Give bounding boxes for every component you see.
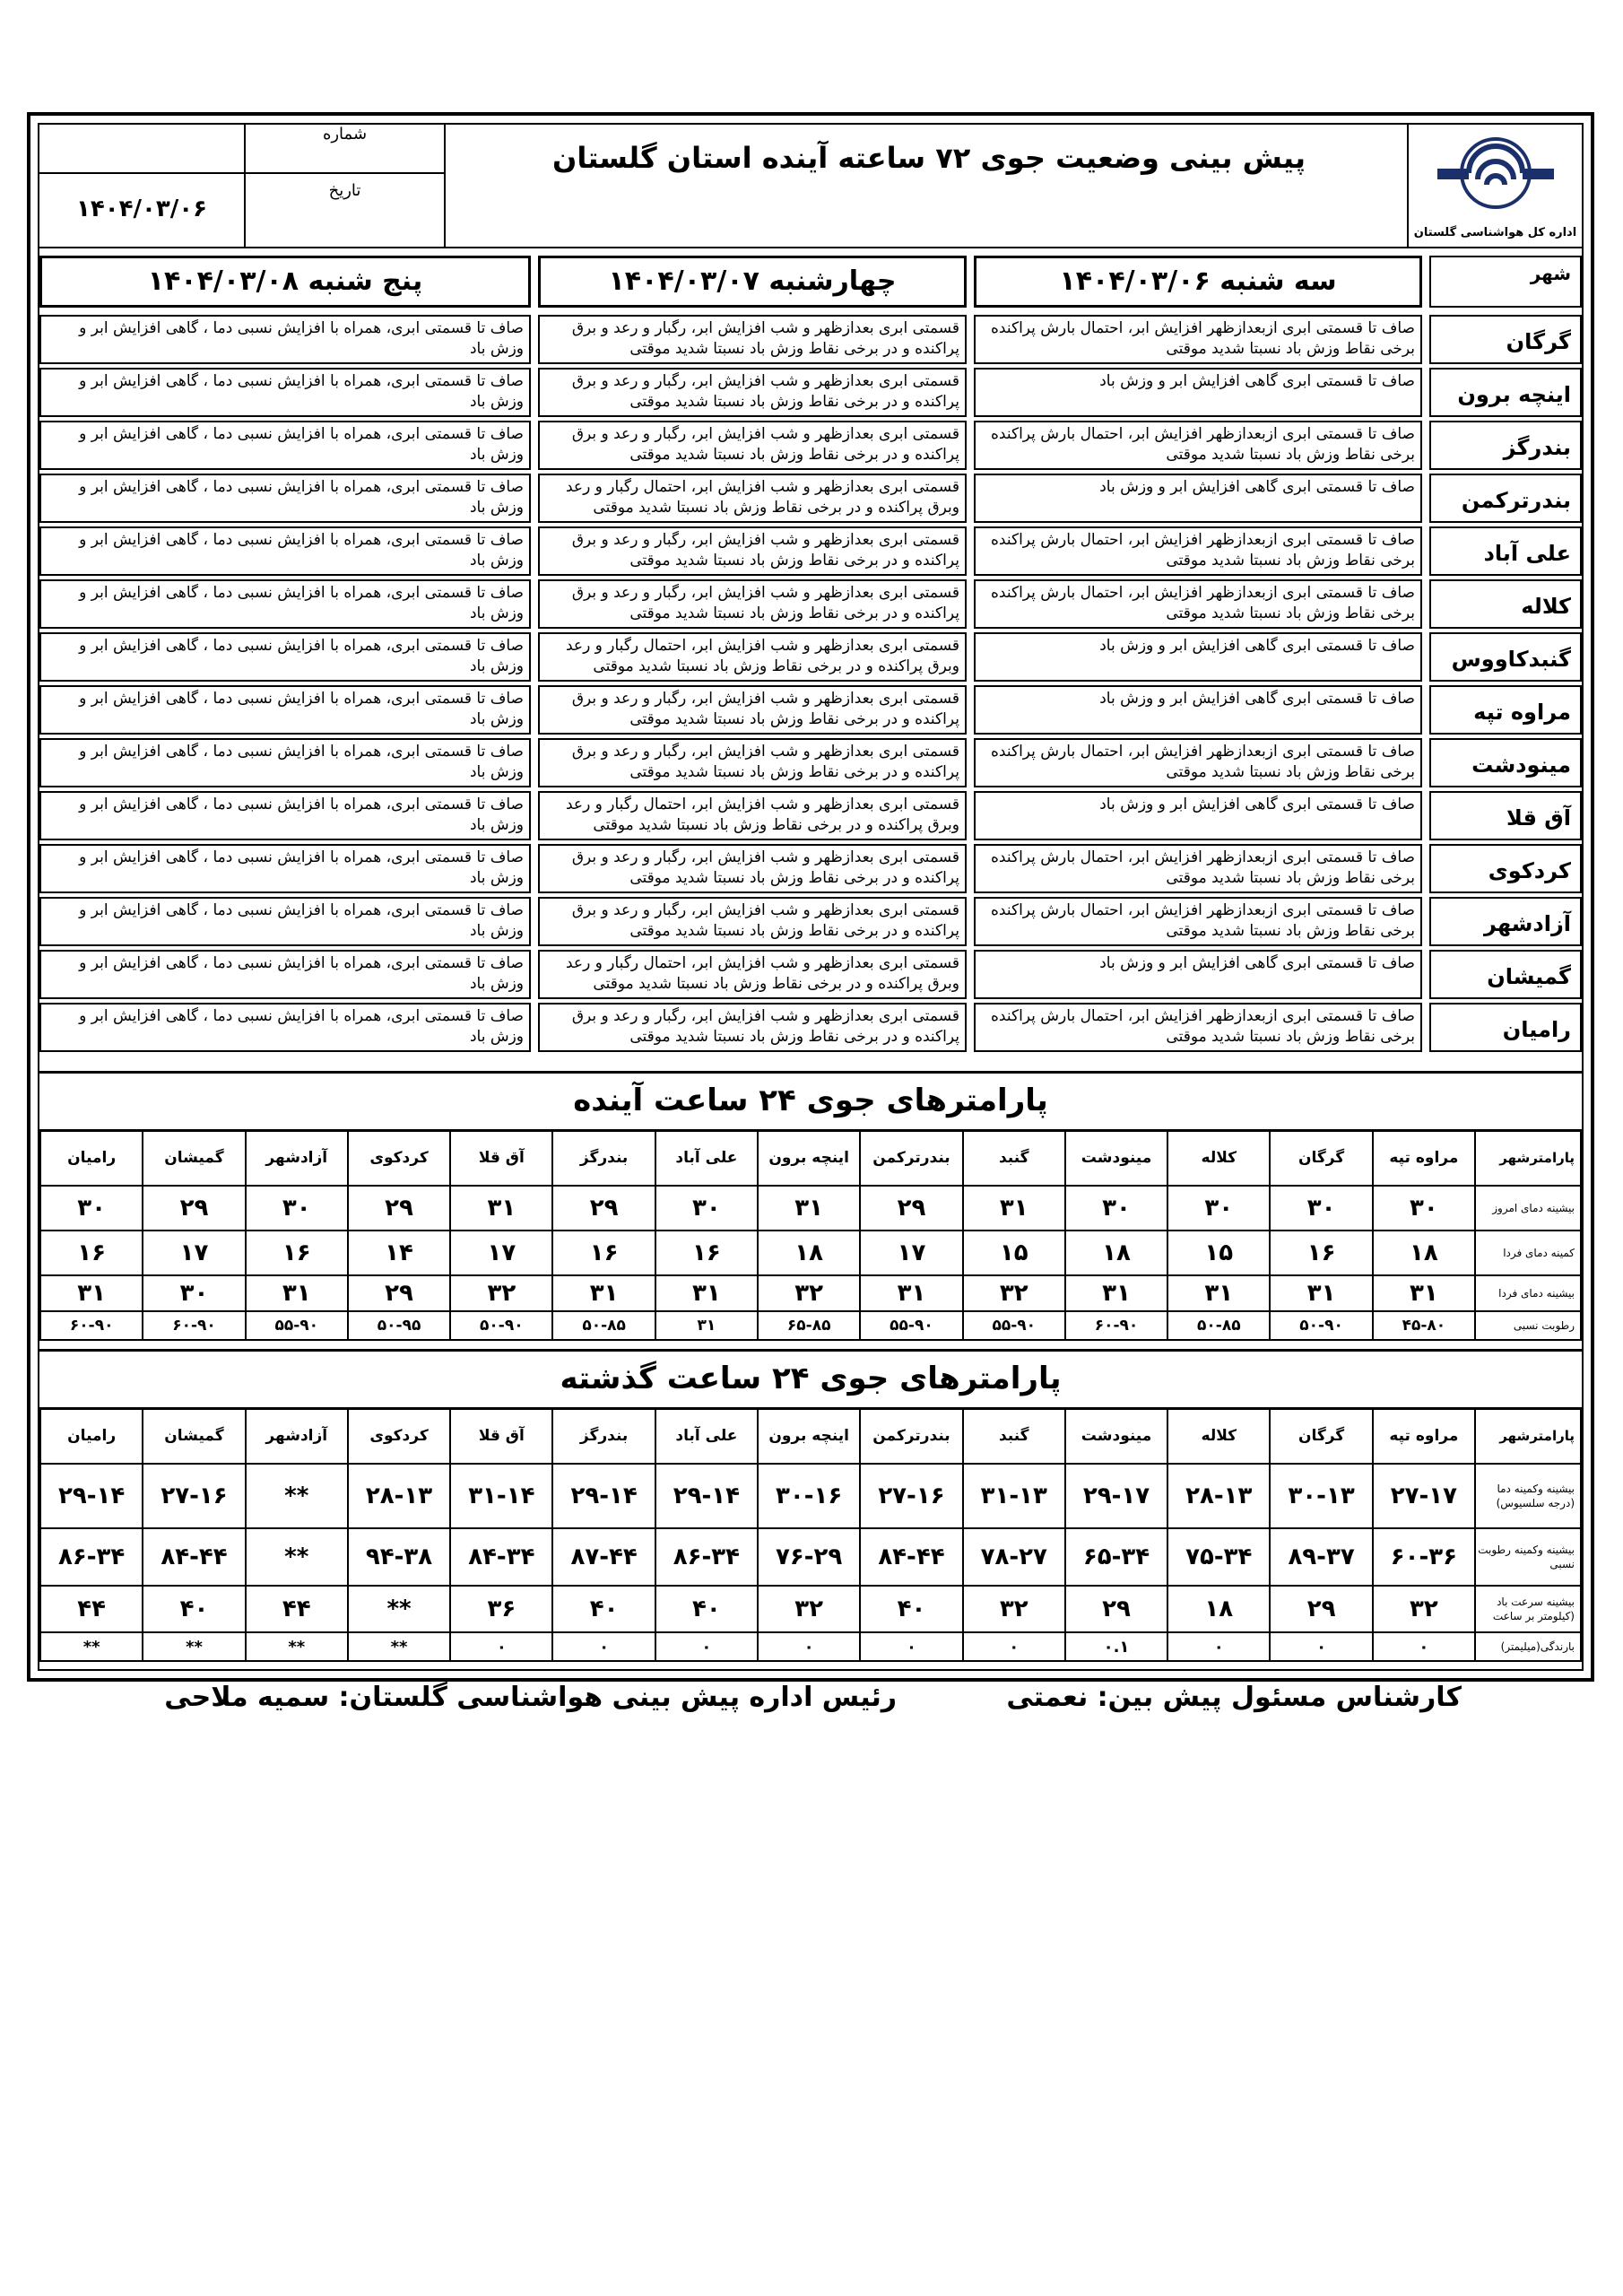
param-label: رطوبت نسبی bbox=[1475, 1311, 1581, 1340]
day1-forecast: صاف تا قسمتی ابری ازبعدازظهر افزایش ابر، احتمال بارش پراکنده برخی نقاط وزش باد نسبتا شدید موقتی bbox=[974, 579, 1422, 629]
title-cell bbox=[444, 125, 1412, 247]
param-value: ۸۴-۳۴ bbox=[450, 1528, 552, 1586]
param-city-header: گنبد bbox=[963, 1408, 1065, 1464]
city-name: آق قلا bbox=[1429, 791, 1582, 840]
param-value: ۱۸ bbox=[1167, 1586, 1270, 1632]
param-row bbox=[40, 1464, 1581, 1528]
param-city-header: کردکوی bbox=[348, 1130, 450, 1186]
param-value: ۴۴ bbox=[246, 1586, 348, 1632]
param-value: ۳۱ bbox=[40, 1275, 143, 1311]
param-value: ** bbox=[246, 1632, 348, 1661]
param-value: ۳۱ bbox=[860, 1275, 962, 1311]
city-name: کردکوی bbox=[1429, 844, 1582, 893]
date-value-cell bbox=[39, 174, 246, 247]
param-value: ۳۱ bbox=[758, 1186, 860, 1231]
param-value: ۳۱ bbox=[1167, 1275, 1270, 1311]
day1-forecast: صاف تا قسمتی ابری ازبعدازظهر افزایش ابر، احتمال بارش پراکنده برخی نقاط وزش باد نسبتا شدید موقتی bbox=[974, 315, 1422, 364]
day2-forecast: قسمتی ابری بعدازظهر و شب افزایش ابر، رگبار و رعد و برق پراکنده و در برخی نقاط وزش باد نسبتا شدید موقتی bbox=[538, 1003, 967, 1052]
city-name: گرگان bbox=[1429, 315, 1582, 364]
param-row bbox=[40, 1186, 1581, 1231]
day2-forecast: قسمتی ابری بعدازظهر و شب افزایش ابر، رگبار و رعد و برق پراکنده و در برخی نقاط وزش باد نسبتا شدید موقتی bbox=[538, 421, 967, 470]
day1-forecast: صاف تا قسمتی ابری ازبعدازظهر افزایش ابر، احتمال بارش پراکنده برخی نقاط وزش باد نسبتا شدید موقتی bbox=[974, 844, 1422, 893]
param-value: ۴۰ bbox=[552, 1586, 655, 1632]
param-city-header: بندرترکمن bbox=[860, 1130, 962, 1186]
param-value: ۳۲ bbox=[450, 1275, 552, 1311]
bulletin-inner bbox=[38, 123, 1584, 1671]
param-label: بیشینه وکمینه رطوبت نسبی bbox=[1475, 1528, 1581, 1586]
day2-forecast: قسمتی ابری بعدازظهر و شب افزایش ابر، احتمال رگبار و رعد وبرق پراکنده و در برخی نقاط وزش باد نسبتا شدید موقتی bbox=[538, 950, 967, 999]
param-value: ۳۲ bbox=[758, 1275, 860, 1311]
city-name: بندرگز bbox=[1429, 421, 1582, 470]
param-value: ۱۶ bbox=[1270, 1231, 1372, 1275]
forecast-row bbox=[39, 736, 1582, 789]
param-city-header: گرگان bbox=[1270, 1408, 1372, 1464]
param-row bbox=[40, 1632, 1581, 1661]
day3-forecast: صاف تا قسمتی ابری، همراه با افزایش نسبی دما ، گاهی افزایش ابر و وزش باد bbox=[39, 474, 531, 523]
param-value: ۸۴-۴۴ bbox=[143, 1528, 245, 1586]
day2-forecast: قسمتی ابری بعدازظهر و شب افزایش ابر، احتمال رگبار و رعد وبرق پراکنده و در برخی نقاط وزش باد نسبتا شدید موقتی bbox=[538, 632, 967, 682]
param-value: ۲۹ bbox=[348, 1186, 450, 1231]
logo-cell bbox=[1407, 125, 1582, 247]
param-label: بیشینه دمای فردا bbox=[1475, 1275, 1581, 1311]
meteorological-logo-icon bbox=[1428, 133, 1563, 222]
param-city-header: علی آباد bbox=[655, 1408, 758, 1464]
param-value: ۱۷ bbox=[450, 1231, 552, 1275]
day3-forecast: صاف تا قسمتی ابری، همراه با افزایش نسبی دما ، گاهی افزایش ابر و وزش باد bbox=[39, 315, 531, 364]
city-name: مینودشت bbox=[1429, 738, 1582, 787]
param-label: بیشینه سرعت باد (کیلومتر بر ساعت bbox=[1475, 1586, 1581, 1632]
param-city-header: گمیشان bbox=[143, 1130, 245, 1186]
param-value: ۲۹ bbox=[143, 1186, 245, 1231]
param-value: ۲۹-۱۴ bbox=[655, 1464, 758, 1528]
param-value: ** bbox=[40, 1632, 143, 1661]
param-value: ۵۵-۹۰ bbox=[963, 1311, 1065, 1340]
param-value: ۷۶-۲۹ bbox=[758, 1528, 860, 1586]
day2-forecast: قسمتی ابری بعدازظهر و شب افزایش ابر، رگبار و رعد و برق پراکنده و در برخی نقاط وزش باد نسبتا شدید موقتی bbox=[538, 738, 967, 787]
param-value: ** bbox=[348, 1632, 450, 1661]
day2-forecast: قسمتی ابری بعدازظهر و شب افزایش ابر، رگبار و رعد و برق پراکنده و در برخی نقاط وزش باد نسبتا شدید موقتی bbox=[538, 844, 967, 893]
param-city-header: رامیان bbox=[40, 1408, 143, 1464]
param-value: ۹۴-۳۸ bbox=[348, 1528, 450, 1586]
day1-forecast: صاف تا قسمتی ابری ازبعدازظهر افزایش ابر، احتمال بارش پراکنده برخی نقاط وزش باد نسبتا شدید موقتی bbox=[974, 897, 1422, 946]
forecast-row bbox=[39, 895, 1582, 948]
param-city-header: کلاله bbox=[1167, 1408, 1270, 1464]
city-name: مراوه تپه bbox=[1429, 685, 1582, 735]
param-value: ۵۵-۹۰ bbox=[860, 1311, 962, 1340]
param-city-header: آزادشهر bbox=[246, 1130, 348, 1186]
forecast-row bbox=[39, 789, 1582, 842]
param-value: ۳۲ bbox=[758, 1586, 860, 1632]
param-value: ۳۲ bbox=[963, 1275, 1065, 1311]
future-params-title: پارامترهای جوی ۲۴ ساعت آینده bbox=[39, 1071, 1582, 1132]
day3-forecast: صاف تا قسمتی ابری، همراه با افزایش نسبی دما ، گاهی افزایش ابر و وزش باد bbox=[39, 368, 531, 417]
param-corner-header: پارامترشهر bbox=[1475, 1130, 1581, 1186]
param-value: ۷۵-۳۴ bbox=[1167, 1528, 1270, 1586]
param-value: ۰ bbox=[758, 1632, 860, 1661]
param-value: ۳۱ bbox=[1065, 1275, 1167, 1311]
param-city-header: اینچه برون bbox=[758, 1408, 860, 1464]
param-value: ۳۲ bbox=[963, 1586, 1065, 1632]
param-value: ۰.۱ bbox=[1065, 1632, 1167, 1661]
day3-forecast: صاف تا قسمتی ابری، همراه با افزایش نسبی دما ، گاهی افزایش ابر و وزش باد bbox=[39, 1003, 531, 1052]
param-city-header: آق قلا bbox=[450, 1408, 552, 1464]
param-row bbox=[40, 1231, 1581, 1275]
day2-forecast: قسمتی ابری بعدازظهر و شب افزایش ابر، رگبار و رعد و برق پراکنده و در برخی نقاط وزش باد نسبتا شدید موقتی bbox=[538, 526, 967, 576]
param-value: ۰ bbox=[552, 1632, 655, 1661]
param-city-header: علی آباد bbox=[655, 1130, 758, 1186]
param-value: ۴۰ bbox=[655, 1586, 758, 1632]
param-value: ۵۰-۸۵ bbox=[1167, 1311, 1270, 1340]
day1-forecast: صاف تا قسمتی ابری ازبعدازظهر افزایش ابر، احتمال بارش پراکنده برخی نقاط وزش باد نسبتا شدید موقتی bbox=[974, 1003, 1422, 1052]
param-value: ۶۵-۳۴ bbox=[1065, 1528, 1167, 1586]
param-value: ۵۰-۸۵ bbox=[552, 1311, 655, 1340]
day2-header: چهارشنبه ۱۴۰۴/۰۳/۰۷ bbox=[538, 256, 967, 308]
param-value: ۸۶-۳۴ bbox=[40, 1528, 143, 1586]
day1-forecast: صاف تا قسمتی ابری گاهی افزایش ابر و وزش باد bbox=[974, 474, 1422, 523]
forecast-row bbox=[39, 1001, 1582, 1054]
past-params-table bbox=[39, 1407, 1582, 1662]
param-value: ۳۱ bbox=[655, 1275, 758, 1311]
param-value: ** bbox=[246, 1464, 348, 1528]
param-value: ۱۸ bbox=[1065, 1231, 1167, 1275]
param-value: ۵۰-۹۰ bbox=[450, 1311, 552, 1340]
day3-forecast: صاف تا قسمتی ابری، همراه با افزایش نسبی دما ، گاهی افزایش ابر و وزش باد bbox=[39, 950, 531, 999]
date-value: ۱۴۰۴/۰۳/۰۶ bbox=[76, 196, 207, 222]
param-value: ** bbox=[348, 1586, 450, 1632]
day1-forecast: صاف تا قسمتی ابری گاهی افزایش ابر و وزش باد bbox=[974, 368, 1422, 417]
param-city-header: اینچه برون bbox=[758, 1130, 860, 1186]
forecast-row bbox=[39, 366, 1582, 419]
param-row bbox=[40, 1275, 1581, 1311]
param-city-header: آق قلا bbox=[450, 1130, 552, 1186]
param-city-header: آزادشهر bbox=[246, 1408, 348, 1464]
param-value: ۰ bbox=[450, 1632, 552, 1661]
day2-forecast: قسمتی ابری بعدازظهر و شب افزایش ابر، رگبار و رعد و برق پراکنده و در برخی نقاط وزش باد نسبتا شدید موقتی bbox=[538, 897, 967, 946]
param-value: ۳۲ bbox=[1373, 1586, 1475, 1632]
number-label-cell bbox=[246, 125, 444, 174]
param-value: ۵۵-۹۰ bbox=[246, 1311, 348, 1340]
param-value: ۱۷ bbox=[860, 1231, 962, 1275]
param-value: ۲۸-۱۳ bbox=[1167, 1464, 1270, 1528]
param-value: ۳۱ bbox=[1373, 1275, 1475, 1311]
param-city-header: کردکوی bbox=[348, 1408, 450, 1464]
param-value: ۳۱ bbox=[1270, 1275, 1372, 1311]
logo-caption: اداره کل هواشناسی گلستان bbox=[1413, 225, 1577, 239]
param-value: ۲۸-۱۳ bbox=[348, 1464, 450, 1528]
param-value: ۰ bbox=[860, 1632, 962, 1661]
param-value: ۸۹-۳۷ bbox=[1270, 1528, 1372, 1586]
param-value: ۲۷-۱۶ bbox=[860, 1464, 962, 1528]
day2-forecast: قسمتی ابری بعدازظهر و شب افزایش ابر، احتمال رگبار و رعد وبرق پراکنده و در برخی نقاط وزش باد نسبتا شدید موقتی bbox=[538, 791, 967, 840]
param-label: بیشینه دمای امروز bbox=[1475, 1186, 1581, 1231]
param-value: ۶۰-۹۰ bbox=[40, 1311, 143, 1340]
param-label: کمینه دمای فردا bbox=[1475, 1231, 1581, 1275]
city-name: علی آباد bbox=[1429, 526, 1582, 576]
param-value: ۳۱ bbox=[552, 1275, 655, 1311]
param-value: ۰ bbox=[1270, 1632, 1372, 1661]
bulletin-frame bbox=[27, 112, 1594, 1682]
day3-forecast: صاف تا قسمتی ابری، همراه با افزایش نسبی دما ، گاهی افزایش ابر و وزش باد bbox=[39, 897, 531, 946]
param-value: ۱۶ bbox=[655, 1231, 758, 1275]
day3-forecast: صاف تا قسمتی ابری، همراه با افزایش نسبی دما ، گاهی افزایش ابر و وزش باد bbox=[39, 579, 531, 629]
param-value: ۰ bbox=[963, 1632, 1065, 1661]
param-value: ۷۸-۲۷ bbox=[963, 1528, 1065, 1586]
param-value: ۱۷ bbox=[143, 1231, 245, 1275]
number-value-cell bbox=[39, 125, 246, 174]
day3-forecast: صاف تا قسمتی ابری، همراه با افزایش نسبی دما ، گاهی افزایش ابر و وزش باد bbox=[39, 632, 531, 682]
city-name: رامیان bbox=[1429, 1003, 1582, 1052]
param-value: ۰ bbox=[1167, 1632, 1270, 1661]
future-params-table bbox=[39, 1129, 1582, 1341]
day3-forecast: صاف تا قسمتی ابری، همراه با افزایش نسبی دما ، گاهی افزایش ابر و وزش باد bbox=[39, 791, 531, 840]
past-params-title: پارامترهای جوی ۲۴ ساعت گذشته bbox=[39, 1349, 1582, 1410]
day3-forecast: صاف تا قسمتی ابری، همراه با افزایش نسبی دما ، گاهی افزایش ابر و وزش باد bbox=[39, 421, 531, 470]
forecast-row bbox=[39, 631, 1582, 683]
day3-forecast: صاف تا قسمتی ابری، همراه با افزایش نسبی دما ، گاهی افزایش ابر و وزش باد bbox=[39, 844, 531, 893]
param-row bbox=[40, 1586, 1581, 1632]
param-city-header: کلاله bbox=[1167, 1130, 1270, 1186]
param-row bbox=[40, 1528, 1581, 1586]
param-label: بیشینه وکمینه دما (درجه سلسیوس) bbox=[1475, 1464, 1581, 1528]
param-value: ۶۰-۹۰ bbox=[143, 1311, 245, 1340]
city-name: کلاله bbox=[1429, 579, 1582, 629]
param-city-header: گمیشان bbox=[143, 1408, 245, 1464]
param-value: ۱۵ bbox=[1167, 1231, 1270, 1275]
param-city-header: مینودشت bbox=[1065, 1130, 1167, 1186]
day1-forecast: صاف تا قسمتی ابری ازبعدازظهر افزایش ابر، احتمال بارش پراکنده برخی نقاط وزش باد نسبتا شدید موقتی bbox=[974, 526, 1422, 576]
city-name: اینچه برون bbox=[1429, 368, 1582, 417]
param-value: ۳۱ bbox=[246, 1275, 348, 1311]
param-value: ۲۹ bbox=[860, 1186, 962, 1231]
param-value: ۴۰ bbox=[143, 1586, 245, 1632]
param-value: ۲۷-۱۷ bbox=[1373, 1464, 1475, 1528]
city-name: گمیشان bbox=[1429, 950, 1582, 999]
forecast-row bbox=[39, 842, 1582, 895]
day2-forecast: قسمتی ابری بعدازظهر و شب افزایش ابر، رگبار و رعد و برق پراکنده و در برخی نقاط وزش باد نسبتا شدید موقتی bbox=[538, 315, 967, 364]
city-name: بندرترکمن bbox=[1429, 474, 1582, 523]
param-city-header: گرگان bbox=[1270, 1130, 1372, 1186]
param-value: ۳۰ bbox=[1167, 1186, 1270, 1231]
param-value: ** bbox=[246, 1528, 348, 1586]
forecast-row bbox=[39, 578, 1582, 631]
param-value: ۲۹ bbox=[1065, 1586, 1167, 1632]
forecast-row bbox=[39, 313, 1582, 366]
day1-forecast: صاف تا قسمتی ابری ازبعدازظهر افزایش ابر، احتمال بارش پراکنده برخی نقاط وزش باد نسبتا شدید موقتی bbox=[974, 421, 1422, 470]
day1-forecast: صاف تا قسمتی ابری گاهی افزایش ابر و وزش باد bbox=[974, 685, 1422, 735]
param-city-header: گنبد bbox=[963, 1130, 1065, 1186]
day-headers bbox=[39, 250, 1582, 311]
param-value: ۳۰-۱۶ bbox=[758, 1464, 860, 1528]
param-value: ۲۹-۱۴ bbox=[40, 1464, 143, 1528]
param-city-header: بندرترکمن bbox=[860, 1408, 962, 1464]
param-value: ۱۵ bbox=[963, 1231, 1065, 1275]
param-value: ۳۱ bbox=[963, 1186, 1065, 1231]
param-value: ۱۸ bbox=[758, 1231, 860, 1275]
param-value: ۳۰ bbox=[1065, 1186, 1167, 1231]
param-value: ۳۶ bbox=[450, 1586, 552, 1632]
forecast-row bbox=[39, 948, 1582, 1001]
param-value: ۳۰ bbox=[143, 1275, 245, 1311]
date-label-cell bbox=[246, 174, 444, 247]
param-value: ۳۱ bbox=[655, 1311, 758, 1340]
param-value: ۰ bbox=[1373, 1632, 1475, 1661]
param-value: ۱۶ bbox=[246, 1231, 348, 1275]
day3-forecast: صاف تا قسمتی ابری، همراه با افزایش نسبی دما ، گاهی افزایش ابر و وزش باد bbox=[39, 526, 531, 576]
param-value: ۴۵-۸۰ bbox=[1373, 1311, 1475, 1340]
day3-forecast: صاف تا قسمتی ابری، همراه با افزایش نسبی دما ، گاهی افزایش ابر و وزش باد bbox=[39, 685, 531, 735]
day3-header: پنج شنبه ۱۴۰۴/۰۳/۰۸ bbox=[39, 256, 531, 308]
param-value: ۲۹-۱۷ bbox=[1065, 1464, 1167, 1528]
param-label: بارندگی(میلیمتر) bbox=[1475, 1632, 1581, 1661]
meta-box bbox=[39, 125, 444, 247]
param-city-header: مراوه تپه bbox=[1373, 1130, 1475, 1186]
param-value: ۲۹ bbox=[348, 1275, 450, 1311]
day3-forecast: صاف تا قسمتی ابری، همراه با افزایش نسبی دما ، گاهی افزایش ابر و وزش باد bbox=[39, 738, 531, 787]
param-city-header: مراوه تپه bbox=[1373, 1408, 1475, 1464]
param-value: ۱۶ bbox=[40, 1231, 143, 1275]
city-name: گنبدکاووس bbox=[1429, 632, 1582, 682]
day1-forecast: صاف تا قسمتی ابری گاهی افزایش ابر و وزش باد bbox=[974, 791, 1422, 840]
forecast-row bbox=[39, 525, 1582, 578]
param-value: ** bbox=[143, 1632, 245, 1661]
param-value: ۲۹-۱۴ bbox=[552, 1464, 655, 1528]
param-value: ۳۰ bbox=[40, 1186, 143, 1231]
bulletin-header bbox=[39, 125, 1582, 248]
forecast-row bbox=[39, 683, 1582, 736]
param-value: ۳۰ bbox=[1373, 1186, 1475, 1231]
forecaster-signature: کارشناس مسئول پیش بین: نعمتی bbox=[1006, 1682, 1462, 1713]
param-value: ۱۴ bbox=[348, 1231, 450, 1275]
param-value: ۳۰ bbox=[1270, 1186, 1372, 1231]
param-value: ۳۰ bbox=[655, 1186, 758, 1231]
param-value: ۰ bbox=[655, 1632, 758, 1661]
param-value: ۳۰ bbox=[246, 1186, 348, 1231]
param-city-header: مینودشت bbox=[1065, 1408, 1167, 1464]
day1-forecast: صاف تا قسمتی ابری گاهی افزایش ابر و وزش باد bbox=[974, 632, 1422, 682]
param-value: ۳۱ bbox=[450, 1186, 552, 1231]
param-value: ۶۰-۳۶ bbox=[1373, 1528, 1475, 1586]
param-corner-header: پارامترشهر bbox=[1475, 1408, 1581, 1464]
param-value: ۴۴ bbox=[40, 1586, 143, 1632]
forecast-row bbox=[39, 419, 1582, 472]
param-value: ۸۴-۴۴ bbox=[860, 1528, 962, 1586]
param-value: ۸۶-۳۴ bbox=[655, 1528, 758, 1586]
city-column-header: شهر bbox=[1429, 256, 1582, 308]
day2-forecast: قسمتی ابری بعدازظهر و شب افزایش ابر، رگبار و رعد و برق پراکنده و در برخی نقاط وزش باد نسبتا شدید موقتی bbox=[538, 368, 967, 417]
param-value: ۲۹ bbox=[1270, 1586, 1372, 1632]
param-city-header: بندرگز bbox=[552, 1408, 655, 1464]
param-value: ۳۱-۱۴ bbox=[450, 1464, 552, 1528]
param-value: ۶۵-۸۵ bbox=[758, 1311, 860, 1340]
day1-forecast: صاف تا قسمتی ابری ازبعدازظهر افزایش ابر، احتمال بارش پراکنده برخی نقاط وزش باد نسبتا شدید موقتی bbox=[974, 738, 1422, 787]
param-value: ۸۷-۴۴ bbox=[552, 1528, 655, 1586]
param-value: ۶۰-۹۰ bbox=[1065, 1311, 1167, 1340]
param-value: ۲۹ bbox=[552, 1186, 655, 1231]
param-row bbox=[40, 1311, 1581, 1340]
day2-forecast: قسمتی ابری بعدازظهر و شب افزایش ابر، رگبار و رعد و برق پراکنده و در برخی نقاط وزش باد نسبتا شدید موقتی bbox=[538, 685, 967, 735]
param-value: ۲۷-۱۶ bbox=[143, 1464, 245, 1528]
param-city-header: بندرگز bbox=[552, 1130, 655, 1186]
param-value: ۳۰-۱۳ bbox=[1270, 1464, 1372, 1528]
city-name: آزادشهر bbox=[1429, 897, 1582, 946]
param-value: ۱۸ bbox=[1373, 1231, 1475, 1275]
forecast-row bbox=[39, 472, 1582, 525]
param-value: ۴۰ bbox=[860, 1586, 962, 1632]
param-value: ۵۰-۹۵ bbox=[348, 1311, 450, 1340]
page-title: پیش بینی وضعیت جوی ۷۲ ساعته آینده استان گلستان bbox=[552, 141, 1306, 175]
param-value: ۱۶ bbox=[552, 1231, 655, 1275]
day2-forecast: قسمتی ابری بعدازظهر و شب افزایش ابر، رگبار و رعد و برق پراکنده و در برخی نقاط وزش باد نسبتا شدید موقتی bbox=[538, 579, 967, 629]
param-value: ۵۰-۹۰ bbox=[1270, 1311, 1372, 1340]
head-signature: رئیس اداره پیش بینی هواشناسی گلستان: سمیه ملاحی bbox=[164, 1682, 897, 1713]
day1-header: سه شنبه ۱۴۰۴/۰۳/۰۶ bbox=[974, 256, 1422, 308]
day2-forecast: قسمتی ابری بعدازظهر و شب افزایش ابر، احتمال رگبار و رعد وبرق پراکنده و در برخی نقاط وزش باد نسبتا شدید موقتی bbox=[538, 474, 967, 523]
number-label: شماره bbox=[322, 125, 368, 144]
day1-forecast: صاف تا قسمتی ابری گاهی افزایش ابر و وزش باد bbox=[974, 950, 1422, 999]
param-city-header: رامیان bbox=[40, 1130, 143, 1186]
param-value: ۳۱-۱۳ bbox=[963, 1464, 1065, 1528]
date-label: تاریخ bbox=[328, 181, 361, 200]
